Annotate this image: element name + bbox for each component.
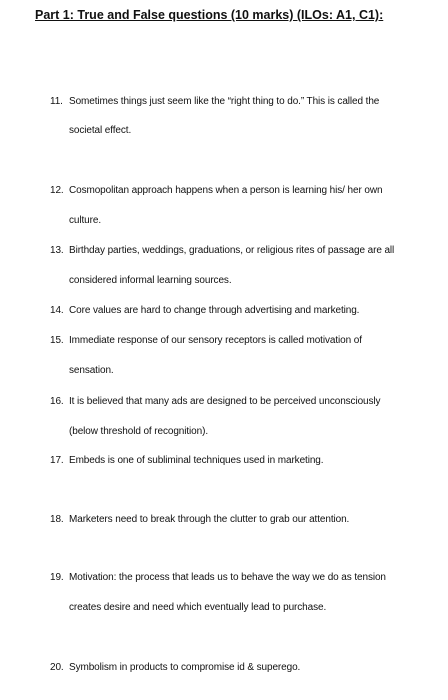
question-text-continued: (below threshold of recognition). — [69, 426, 209, 437]
question-16 — [50, 396, 380, 407]
question-11 — [50, 96, 379, 107]
question-number: 19. — [50, 572, 64, 583]
question-number: 18. — [50, 514, 64, 525]
question-number: 17. — [50, 455, 64, 466]
question-number: 14. — [50, 305, 64, 316]
question-13 — [50, 245, 394, 256]
question-text: Motivation: the process that leads us to behave the way we do as tension — [69, 572, 386, 583]
question-15 — [50, 335, 362, 346]
question-17 — [50, 455, 323, 466]
section-heading: Part 1: True and False questions (10 marks) (ILOs: A1, C1): — [35, 8, 384, 22]
question-text: Birthday parties, weddings, graduations, or religious rites of passage are all — [69, 245, 395, 256]
question-number: 13. — [50, 245, 64, 256]
question-18 — [50, 514, 349, 525]
question-19 — [50, 572, 386, 583]
question-text: Cosmopolitan approach happens when a person is learning his/ her own — [69, 185, 383, 196]
question-text-continued: culture. — [69, 215, 101, 226]
question-text-continued: considered informal learning sources. — [69, 275, 232, 286]
question-text: Sometimes things just seem like the “right thing to do.” This is called the — [69, 96, 380, 107]
question-14 — [50, 305, 359, 316]
question-number: 11. — [50, 96, 63, 107]
question-number: 12. — [50, 185, 64, 196]
question-number: 20. — [50, 662, 64, 673]
question-number: 16. — [50, 396, 64, 407]
question-text: Symbolism in products to compromise id & superego. — [69, 662, 301, 673]
question-text: Embeds is one of subliminal techniques used in marketing. — [69, 455, 324, 466]
question-text-continued: sensation. — [69, 365, 114, 376]
question-text: Immediate response of our sensory receptors is called motivation of — [69, 335, 362, 346]
question-number: 15. — [50, 335, 64, 346]
question-text-continued: creates desire and need which eventually lead to purchase. — [69, 602, 327, 613]
question-text-continued: societal effect. — [69, 125, 132, 136]
question-text: It is believed that many ads are designed to be perceived unconsciously — [69, 396, 381, 407]
question-text: Marketers need to break through the clutter to grab our attention. — [69, 514, 350, 525]
question-20 — [50, 662, 300, 673]
question-12 — [50, 185, 382, 196]
question-text: Core values are hard to change through advertising and marketing. — [69, 305, 360, 316]
